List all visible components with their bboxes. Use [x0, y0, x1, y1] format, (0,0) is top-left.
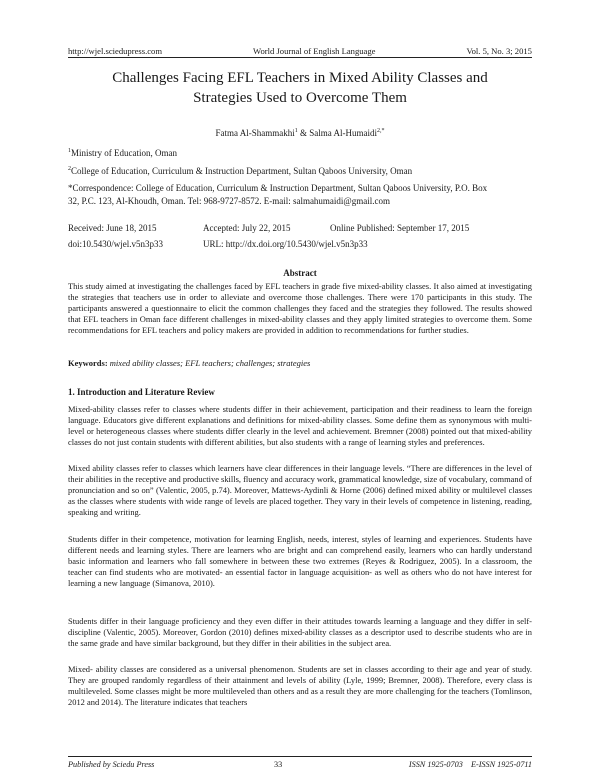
abstract-text: This study aimed at investigating the challenges faced by EFL teachers in grade five mixed-ability classes. It also aimed at investigating the strategies that teachers use in order to alleviate and overcome those challenges. There were 170 participants in this study. The participants answered a questionnaire to elicit the common challenges they faced and the strategies they followed. The results showed that EFL teachers in Oman face different challenges in mixed-ability classes and they apply limited strategies to overcome them. Some recommendations for EFL teachers and policy makers are provided in addition to recommendations for further studies. — [68, 281, 532, 336]
section-heading: 1. Introduction and Literature Review — [68, 387, 215, 397]
received-date: Received: June 18, 2015 — [68, 223, 157, 233]
article-url[interactable]: URL: http://dx.doi.org/10.5430/wjel.v5n3p33 — [203, 239, 368, 249]
affiliation-2-text: College of Education, Curriculum & Instruction Department, Sultan Qaboos University, Oman — [71, 166, 413, 176]
correspondence-line-1: *Correspondence: College of Education, Curriculum & Instruction Department, Sultan Qaboos University, P.O. Box — [68, 183, 488, 193]
footer-divider — [68, 756, 532, 757]
paragraph-4: Students differ in their language proficiency and they even differ in their attitudes towards learning a language and they differ in self- discipline (Valentic, 2005). Moreover, Gordon (2010) defines mixed-ability classes as a descriptor used to describe students who are in the same grade and have similar background, but they differ in their abilities in the subject area. — [68, 616, 532, 649]
affiliation-1 — [68, 147, 532, 160]
paragraph-1: Mixed-ability classes refer to classes where students differ in their achievement, participation and their readiness to learn the foreign language. Educators give different explanations and definitions for mixed-ability classes. Some define them as synonymous with multi-level or heterogeneous classes where students differ clearly in the level and achievement. Bremner (2008) pointed out that mixed-ability classes do not just contain students with different abilities, but also students with a range of learning styles and preferences. — [68, 404, 532, 448]
issn: ISSN 1925-0703 E-ISSN 1925-0711 — [408, 760, 532, 769]
affiliation-1-mark: 1 — [68, 148, 71, 154]
keywords-terms: mixed ability classes; EFL teachers; challenges; strategies — [109, 358, 311, 368]
doi[interactable]: doi:10.5430/wjel.v5n3p33 — [68, 239, 163, 249]
affiliation-2 — [68, 165, 532, 178]
abstract-heading: Abstract — [283, 268, 317, 278]
article-title — [68, 68, 532, 108]
header-divider — [68, 57, 532, 58]
title-line-1: Challenges Facing EFL Teachers in Mixed Ability Classes and — [112, 70, 488, 86]
author-1-affiliation-mark: 1 — [294, 128, 298, 134]
author-2: Salma Al-Humaidi — [309, 128, 377, 138]
affiliation-2-mark: 2 — [68, 166, 71, 172]
author-2-affiliation-mark: 2,* — [377, 128, 385, 134]
page-number: 33 — [274, 760, 283, 769]
published-date: Online Published: September 17, 2015 — [330, 223, 470, 233]
publisher: Published by Sciedu Press — [68, 760, 155, 769]
author-separator: & — [297, 128, 310, 138]
accepted-date: Accepted: July 22, 2015 — [203, 223, 291, 233]
keywords — [68, 358, 532, 368]
affiliation-1-text: Ministry of Education, Oman — [71, 148, 177, 158]
journal-url[interactable]: http://wjel.sciedupress.com — [68, 46, 163, 56]
volume-info: Vol. 5, No. 3; 2015 — [466, 46, 532, 56]
correspondence-line-2: 32, P.C. 123, Al-Khoudh, Oman. Tel: 968-9727-8572. E-mail: salmahumaidi@gmail.com — [68, 195, 390, 206]
paragraph-5: Mixed- ability classes are considered as a universal phenomenon. Students are set in classes according to their age and year of study. They are grouped randomly regardless of their attainment and levels of ability (Lyle, 1999; Bremner, 2008). Therefore, every class is multileveled. Some classes might be more multileveled than others and as a result they are more challenging for the teachers (Tomlinson, 2012 and 2014). The literature indicates that teachers — [68, 664, 532, 708]
keywords-label: Keywords: — [68, 358, 110, 368]
paragraph-2: Mixed ability classes refer to classes which learners have clear differences in their language levels. “There are differences in the level of their abilities in the receptive and productive skills, fluency and accuracy work, grammatical knowledge, size of vocabulary, command of pronunciation and so on” (Valentic, 2005, p.74). Moreover, Mattews-Aydinli & Horne (2006) defined mixed ability or multilevel classes as the classes where students with wide range of levels are placed together. They vary in their levels of competence in listening, reading, speaking and writing. — [68, 463, 532, 518]
author-list — [68, 128, 532, 138]
author-1: Fatma Al-Shammakhi — [215, 128, 295, 138]
journal-name: World Journal of English Language — [253, 46, 376, 56]
paragraph-3: Students differ in their competence, motivation for learning English, needs, interest, styles of learning and experiences. Students have different needs and learning styles. There are learners who are bright and can comprehend easily, learners who can hardly understand basic information and learners who fall somewhere in between these two extremes (Reyes & Rodriguez, 2005). In a classroom, the teacher can find students who are motivated- an essential factor in language acquisition- as well as others who do not have interest for learning a new language (Simanova, 2010). — [68, 534, 532, 589]
running-header — [68, 44, 532, 56]
title-line-2: Strategies Used to Overcome Them — [193, 90, 407, 106]
correspondence — [68, 182, 532, 207]
